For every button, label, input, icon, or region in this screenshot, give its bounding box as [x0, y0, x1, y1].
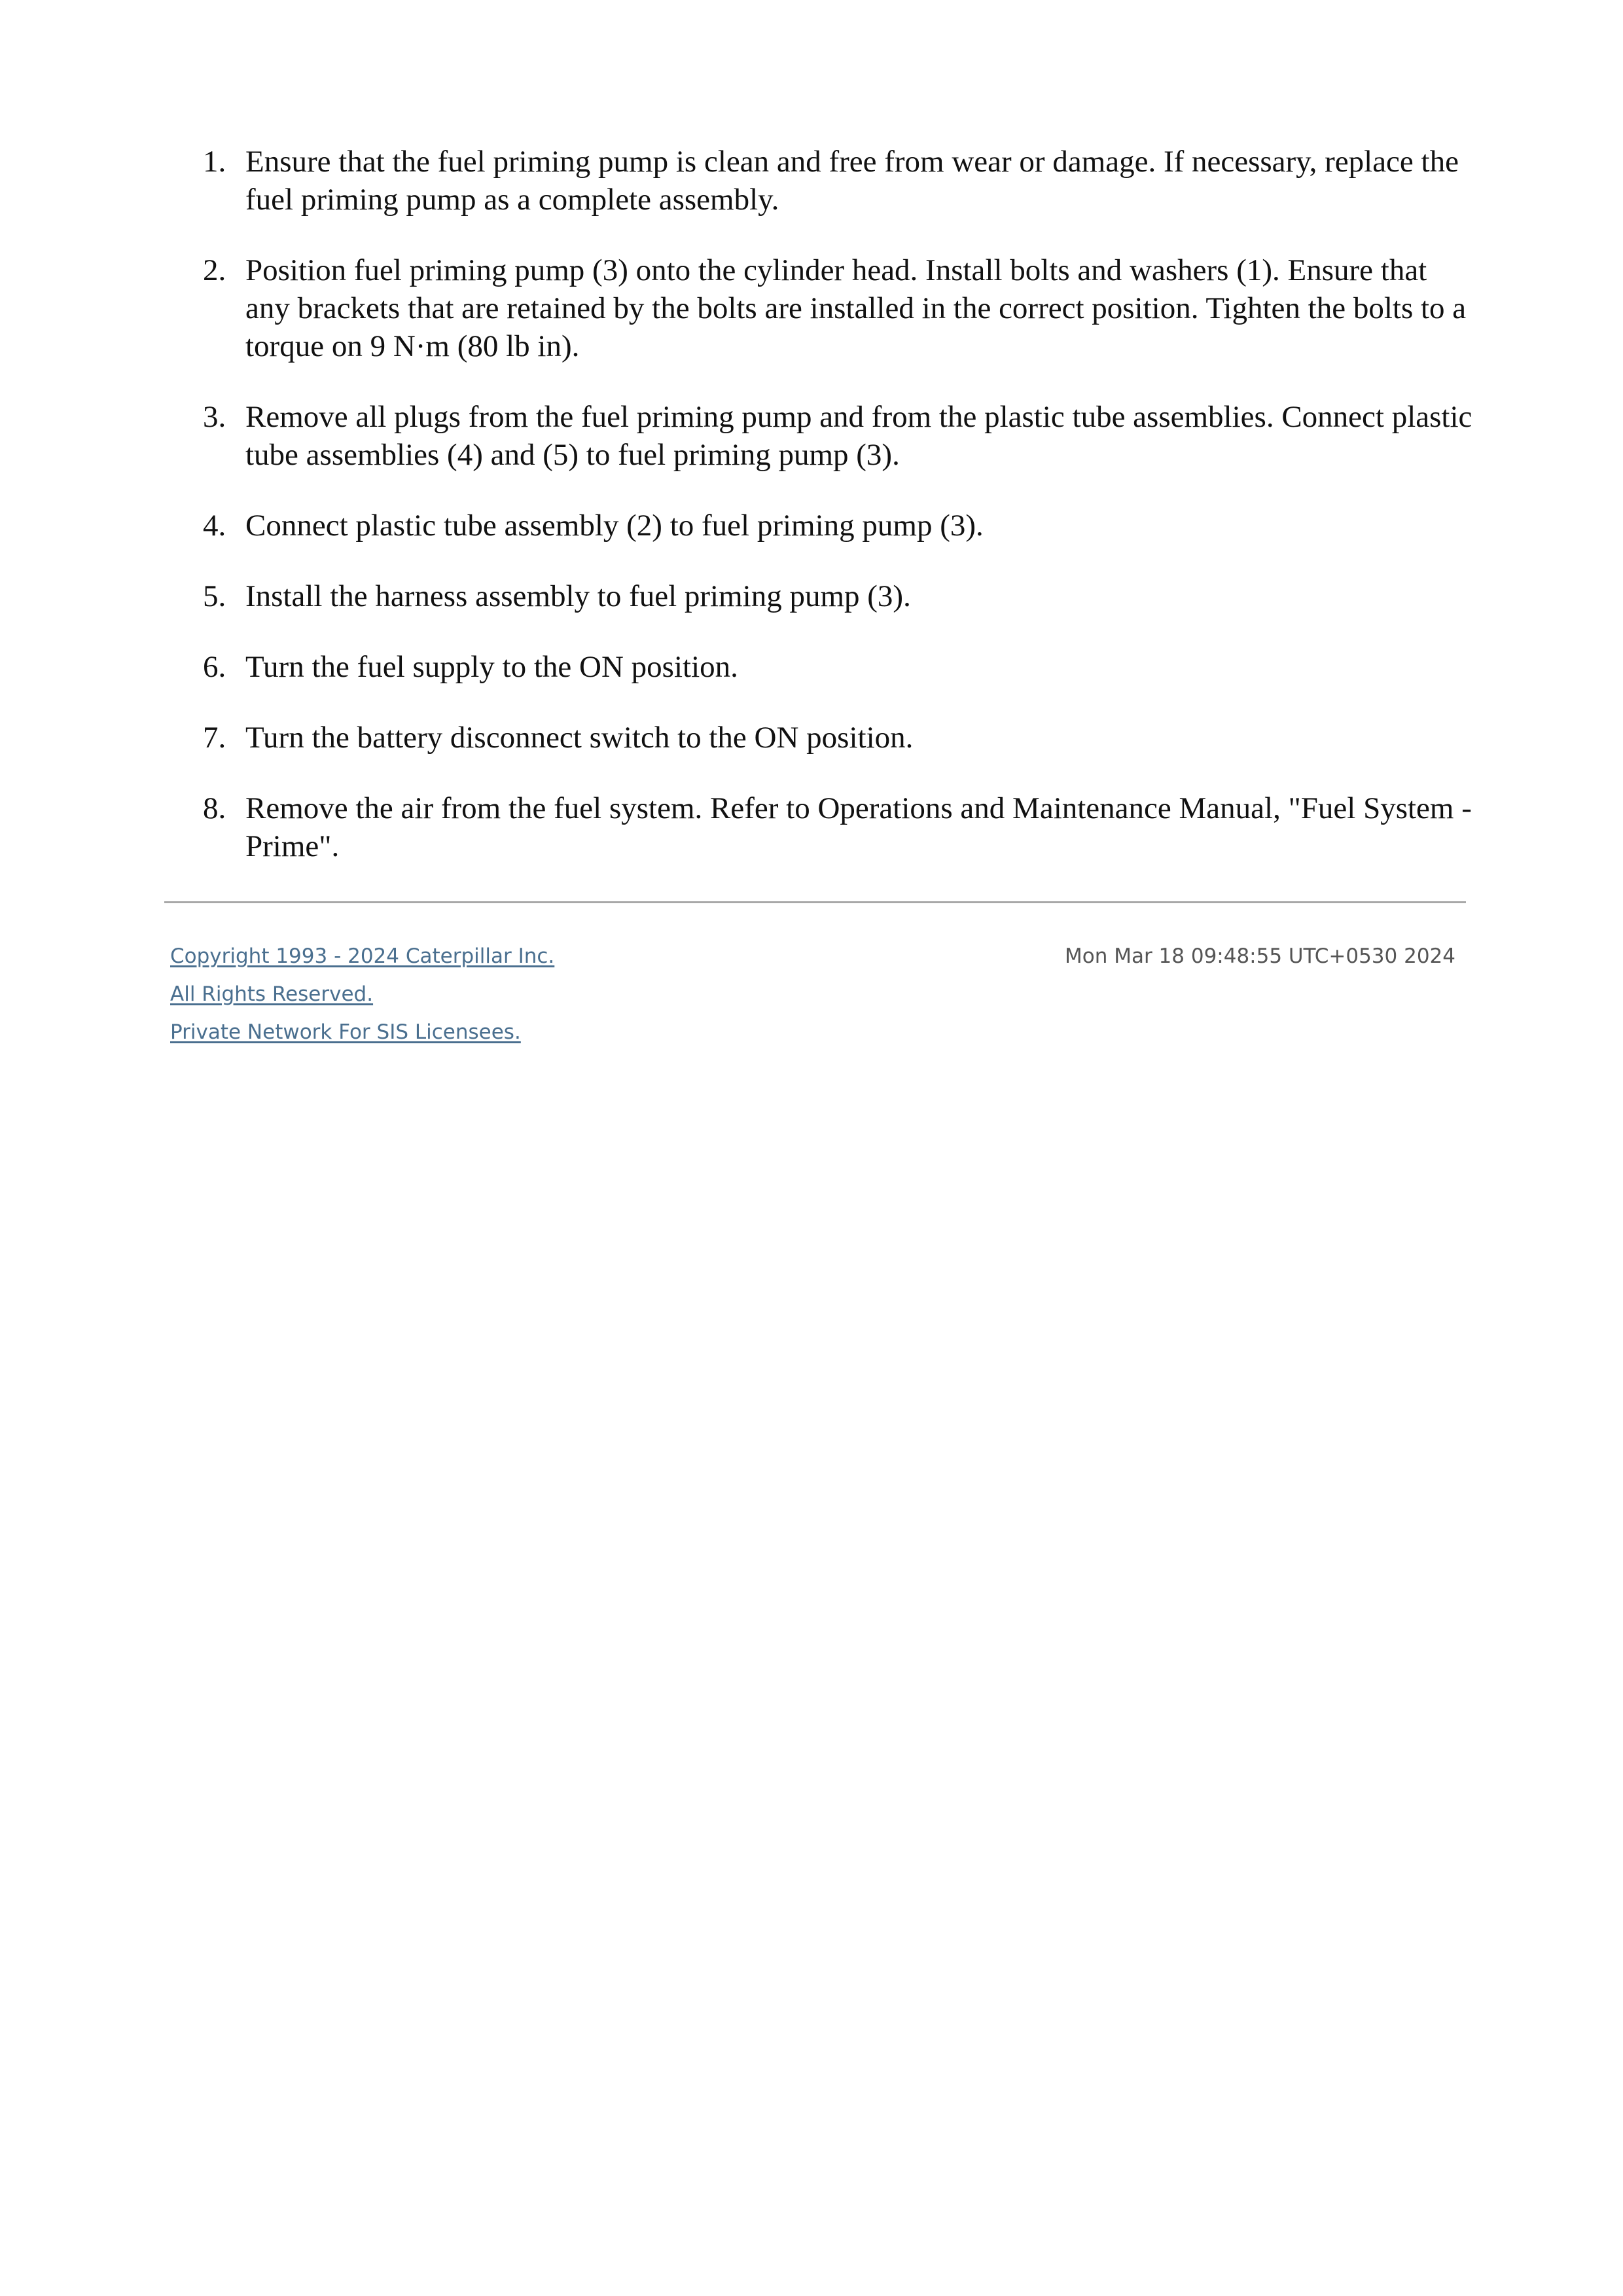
- procedure-step-4: [203, 507, 1472, 545]
- step-number: 4.: [203, 509, 226, 543]
- step-text: Turn the fuel supply to the ON position.: [245, 650, 738, 684]
- step-number: 2.: [203, 253, 226, 287]
- procedure-step-6: [203, 648, 1472, 686]
- procedure-step-5: [203, 577, 1472, 615]
- step-number: 3.: [203, 400, 226, 434]
- copyright-link[interactable]: Copyright 1993 - 2024 Caterpillar Inc.: [170, 944, 555, 968]
- procedure-step-7: [203, 719, 1472, 757]
- private-network-link[interactable]: Private Network For SIS Licensees.: [170, 1020, 521, 1044]
- procedure-steps-list: [203, 143, 1472, 898]
- procedure-step-8: [203, 789, 1472, 865]
- step-text: Position fuel priming pump (3) onto the cylinder head. Install bolts and washers (1). Ensure that any brackets that are retained by the bolts are installed in the correct position. Tighten the bolts to a torque on 9 N·m (80 lb in).: [245, 253, 1467, 363]
- step-number: 5.: [203, 579, 226, 613]
- step-number: 1.: [203, 145, 226, 179]
- step-text: Install the harness assembly to fuel priming pump (3).: [245, 579, 911, 613]
- step-number: 7.: [203, 721, 226, 755]
- step-text: Turn the battery disconnect switch to the ON position.: [245, 721, 914, 755]
- all-rights-reserved-link[interactable]: All Rights Reserved.: [170, 982, 374, 1006]
- step-text: Remove the air from the fuel system. Refer to Operations and Maintenance Manual, "Fuel System - Prime".: [245, 791, 1472, 863]
- step-text: Remove all plugs from the fuel priming pump and from the plastic tube assemblies. Connect plastic tube assemblies (4) and (5) to fuel priming pump (3).: [245, 400, 1472, 472]
- print-timestamp: Mon Mar 18 09:48:55 UTC+0530 2024: [1064, 944, 1455, 968]
- procedure-step-3: [203, 398, 1472, 474]
- step-text: Ensure that the fuel priming pump is clean and free from wear or damage. If necessary, replace the fuel priming pump as a complete assembly.: [245, 145, 1459, 217]
- procedure-step-2: [203, 251, 1472, 365]
- step-text: Connect plastic tube assembly (2) to fuel priming pump (3).: [245, 509, 984, 543]
- step-number: 8.: [203, 791, 226, 825]
- footer-divider: [164, 901, 1466, 903]
- procedure-step-1: [203, 143, 1472, 219]
- footer-links: [170, 937, 554, 1051]
- step-number: 6.: [203, 650, 226, 684]
